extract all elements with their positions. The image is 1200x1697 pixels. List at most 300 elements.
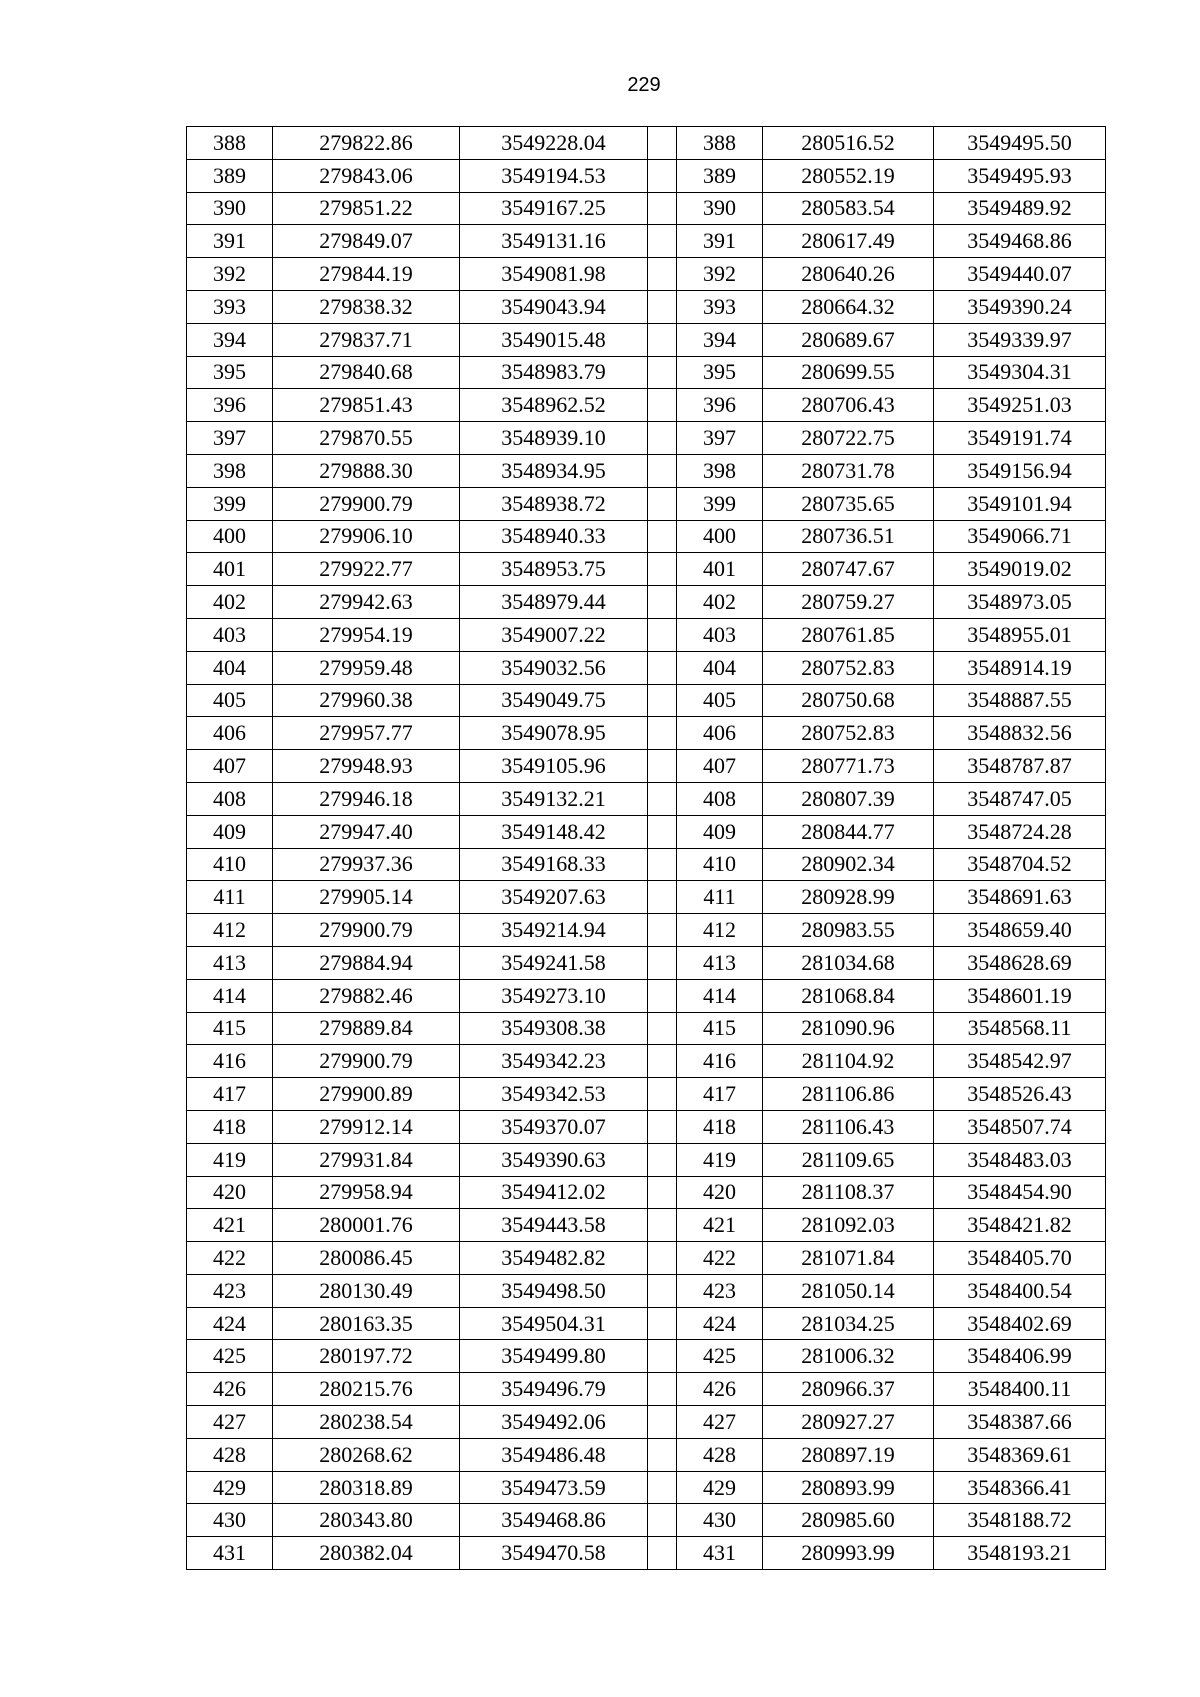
table-row xyxy=(187,782,1106,815)
right-point-id-cell: 426 xyxy=(677,1373,763,1406)
left-y-coordinate-cell: 3549228.04 xyxy=(460,127,648,160)
table-row xyxy=(187,356,1106,389)
right-y-coordinate-cell: 3548405.70 xyxy=(934,1242,1106,1275)
right-y-coordinate-cell: 3548188.72 xyxy=(934,1504,1106,1537)
right-point-id-cell: 396 xyxy=(677,389,763,422)
table-row xyxy=(187,1045,1106,1078)
right-y-coordinate-cell: 3548955.01 xyxy=(934,618,1106,651)
left-point-id-cell: 390 xyxy=(187,192,273,225)
right-point-id-cell: 424 xyxy=(677,1307,763,1340)
separator-cell xyxy=(648,1012,677,1045)
right-y-coordinate-cell: 3548914.19 xyxy=(934,651,1106,684)
right-x-coordinate-cell: 281090.96 xyxy=(763,1012,934,1045)
right-point-id-cell: 431 xyxy=(677,1537,763,1570)
left-x-coordinate-cell: 280318.89 xyxy=(273,1471,460,1504)
left-point-id-cell: 402 xyxy=(187,586,273,619)
right-point-id-cell: 425 xyxy=(677,1340,763,1373)
right-x-coordinate-cell: 280516.52 xyxy=(763,127,934,160)
table-row xyxy=(187,1406,1106,1439)
right-y-coordinate-cell: 3548400.11 xyxy=(934,1373,1106,1406)
left-y-coordinate-cell: 3549148.42 xyxy=(460,815,648,848)
right-point-id-cell: 404 xyxy=(677,651,763,684)
left-y-coordinate-cell: 3549168.33 xyxy=(460,848,648,881)
left-x-coordinate-cell: 280215.76 xyxy=(273,1373,460,1406)
left-y-coordinate-cell: 3549370.07 xyxy=(460,1110,648,1143)
right-point-id-cell: 402 xyxy=(677,586,763,619)
separator-cell xyxy=(648,815,677,848)
left-y-coordinate-cell: 3549498.50 xyxy=(460,1274,648,1307)
separator-cell xyxy=(648,1373,677,1406)
left-point-id-cell: 419 xyxy=(187,1143,273,1176)
right-point-id-cell: 429 xyxy=(677,1471,763,1504)
left-y-coordinate-cell: 3549131.16 xyxy=(460,225,648,258)
right-point-id-cell: 428 xyxy=(677,1438,763,1471)
left-y-coordinate-cell: 3549499.80 xyxy=(460,1340,648,1373)
right-y-coordinate-cell: 3548483.03 xyxy=(934,1143,1106,1176)
left-y-coordinate-cell: 3549482.82 xyxy=(460,1242,648,1275)
left-x-coordinate-cell: 280343.80 xyxy=(273,1504,460,1537)
separator-cell xyxy=(648,1340,677,1373)
right-x-coordinate-cell: 280985.60 xyxy=(763,1504,934,1537)
right-x-coordinate-cell: 280844.77 xyxy=(763,815,934,848)
left-x-coordinate-cell: 280001.76 xyxy=(273,1209,460,1242)
separator-cell xyxy=(648,422,677,455)
right-point-id-cell: 393 xyxy=(677,290,763,323)
left-x-coordinate-cell: 279900.79 xyxy=(273,487,460,520)
left-y-coordinate-cell: 3548938.72 xyxy=(460,487,648,520)
left-point-id-cell: 412 xyxy=(187,914,273,947)
table-row xyxy=(187,618,1106,651)
left-x-coordinate-cell: 279960.38 xyxy=(273,684,460,717)
left-point-id-cell: 400 xyxy=(187,520,273,553)
separator-cell xyxy=(648,159,677,192)
left-x-coordinate-cell: 279905.14 xyxy=(273,881,460,914)
left-y-coordinate-cell: 3548934.95 xyxy=(460,454,648,487)
right-x-coordinate-cell: 280736.51 xyxy=(763,520,934,553)
right-point-id-cell: 411 xyxy=(677,881,763,914)
left-x-coordinate-cell: 280238.54 xyxy=(273,1406,460,1439)
right-x-coordinate-cell: 280689.67 xyxy=(763,323,934,356)
left-point-id-cell: 417 xyxy=(187,1078,273,1111)
table-row xyxy=(187,1078,1106,1111)
right-x-coordinate-cell: 280893.99 xyxy=(763,1471,934,1504)
left-x-coordinate-cell: 279900.89 xyxy=(273,1078,460,1111)
left-x-coordinate-cell: 279851.22 xyxy=(273,192,460,225)
left-x-coordinate-cell: 279900.79 xyxy=(273,914,460,947)
right-x-coordinate-cell: 281109.65 xyxy=(763,1143,934,1176)
left-point-id-cell: 404 xyxy=(187,651,273,684)
right-point-id-cell: 408 xyxy=(677,782,763,815)
right-y-coordinate-cell: 3549191.74 xyxy=(934,422,1106,455)
left-x-coordinate-cell: 279822.86 xyxy=(273,127,460,160)
separator-cell xyxy=(648,1078,677,1111)
table-row xyxy=(187,454,1106,487)
left-y-coordinate-cell: 3549342.23 xyxy=(460,1045,648,1078)
table-row xyxy=(187,1340,1106,1373)
table-row xyxy=(187,422,1106,455)
left-point-id-cell: 422 xyxy=(187,1242,273,1275)
left-point-id-cell: 407 xyxy=(187,750,273,783)
right-x-coordinate-cell: 281104.92 xyxy=(763,1045,934,1078)
left-y-coordinate-cell: 3549468.86 xyxy=(460,1504,648,1537)
left-x-coordinate-cell: 279870.55 xyxy=(273,422,460,455)
right-y-coordinate-cell: 3549468.86 xyxy=(934,225,1106,258)
left-x-coordinate-cell: 280130.49 xyxy=(273,1274,460,1307)
left-y-coordinate-cell: 3549273.10 xyxy=(460,979,648,1012)
right-y-coordinate-cell: 3549495.93 xyxy=(934,159,1106,192)
left-x-coordinate-cell: 279957.77 xyxy=(273,717,460,750)
right-point-id-cell: 405 xyxy=(677,684,763,717)
right-y-coordinate-cell: 3549440.07 xyxy=(934,258,1106,291)
separator-cell xyxy=(648,782,677,815)
table-row xyxy=(187,553,1106,586)
table-row xyxy=(187,389,1106,422)
right-x-coordinate-cell: 280928.99 xyxy=(763,881,934,914)
right-x-coordinate-cell: 280706.43 xyxy=(763,389,934,422)
left-x-coordinate-cell: 279884.94 xyxy=(273,946,460,979)
right-x-coordinate-cell: 280583.54 xyxy=(763,192,934,225)
right-y-coordinate-cell: 3549019.02 xyxy=(934,553,1106,586)
right-y-coordinate-cell: 3548691.63 xyxy=(934,881,1106,914)
left-point-id-cell: 424 xyxy=(187,1307,273,1340)
left-point-id-cell: 397 xyxy=(187,422,273,455)
right-x-coordinate-cell: 281006.32 xyxy=(763,1340,934,1373)
right-y-coordinate-cell: 3549304.31 xyxy=(934,356,1106,389)
right-y-coordinate-cell: 3548704.52 xyxy=(934,848,1106,881)
right-x-coordinate-cell: 280983.55 xyxy=(763,914,934,947)
right-point-id-cell: 410 xyxy=(677,848,763,881)
right-x-coordinate-cell: 280927.27 xyxy=(763,1406,934,1439)
right-x-coordinate-cell: 280807.39 xyxy=(763,782,934,815)
table-row xyxy=(187,586,1106,619)
left-point-id-cell: 426 xyxy=(187,1373,273,1406)
right-x-coordinate-cell: 280617.49 xyxy=(763,225,934,258)
left-point-id-cell: 410 xyxy=(187,848,273,881)
right-x-coordinate-cell: 280993.99 xyxy=(763,1537,934,1570)
right-y-coordinate-cell: 3548601.19 xyxy=(934,979,1106,1012)
table-row xyxy=(187,750,1106,783)
right-point-id-cell: 397 xyxy=(677,422,763,455)
left-x-coordinate-cell: 279843.06 xyxy=(273,159,460,192)
left-y-coordinate-cell: 3549015.48 xyxy=(460,323,648,356)
right-point-id-cell: 412 xyxy=(677,914,763,947)
left-x-coordinate-cell: 279912.14 xyxy=(273,1110,460,1143)
table-row xyxy=(187,323,1106,356)
separator-cell xyxy=(648,520,677,553)
right-y-coordinate-cell: 3548568.11 xyxy=(934,1012,1106,1045)
separator-cell xyxy=(648,389,677,422)
table-row xyxy=(187,815,1106,848)
right-y-coordinate-cell: 3548973.05 xyxy=(934,586,1106,619)
left-y-coordinate-cell: 3549132.21 xyxy=(460,782,648,815)
right-x-coordinate-cell: 281106.86 xyxy=(763,1078,934,1111)
left-x-coordinate-cell: 279942.63 xyxy=(273,586,460,619)
right-x-coordinate-cell: 281071.84 xyxy=(763,1242,934,1275)
left-y-coordinate-cell: 3549443.58 xyxy=(460,1209,648,1242)
left-point-id-cell: 423 xyxy=(187,1274,273,1307)
left-point-id-cell: 415 xyxy=(187,1012,273,1045)
separator-cell xyxy=(648,881,677,914)
left-y-coordinate-cell: 3549194.53 xyxy=(460,159,648,192)
left-y-coordinate-cell: 3549167.25 xyxy=(460,192,648,225)
right-y-coordinate-cell: 3548406.99 xyxy=(934,1340,1106,1373)
right-point-id-cell: 407 xyxy=(677,750,763,783)
right-point-id-cell: 406 xyxy=(677,717,763,750)
left-y-coordinate-cell: 3549342.53 xyxy=(460,1078,648,1111)
right-point-id-cell: 401 xyxy=(677,553,763,586)
separator-cell xyxy=(648,454,677,487)
separator-cell xyxy=(648,651,677,684)
left-x-coordinate-cell: 279838.32 xyxy=(273,290,460,323)
left-x-coordinate-cell: 279882.46 xyxy=(273,979,460,1012)
table-row xyxy=(187,1307,1106,1340)
separator-cell xyxy=(648,1176,677,1209)
right-point-id-cell: 415 xyxy=(677,1012,763,1045)
right-point-id-cell: 420 xyxy=(677,1176,763,1209)
left-point-id-cell: 393 xyxy=(187,290,273,323)
table-row xyxy=(187,127,1106,160)
left-point-id-cell: 405 xyxy=(187,684,273,717)
left-point-id-cell: 389 xyxy=(187,159,273,192)
left-point-id-cell: 409 xyxy=(187,815,273,848)
separator-cell xyxy=(648,1504,677,1537)
left-point-id-cell: 413 xyxy=(187,946,273,979)
right-y-coordinate-cell: 3548387.66 xyxy=(934,1406,1106,1439)
right-point-id-cell: 409 xyxy=(677,815,763,848)
left-x-coordinate-cell: 279888.30 xyxy=(273,454,460,487)
left-y-coordinate-cell: 3548979.44 xyxy=(460,586,648,619)
table-row xyxy=(187,651,1106,684)
table-row xyxy=(187,684,1106,717)
right-point-id-cell: 400 xyxy=(677,520,763,553)
separator-cell xyxy=(648,1110,677,1143)
table-row xyxy=(187,881,1106,914)
separator-cell xyxy=(648,750,677,783)
right-point-id-cell: 390 xyxy=(677,192,763,225)
separator-cell xyxy=(648,586,677,619)
right-x-coordinate-cell: 281108.37 xyxy=(763,1176,934,1209)
separator-cell xyxy=(648,356,677,389)
separator-cell xyxy=(648,848,677,881)
right-x-coordinate-cell: 280747.67 xyxy=(763,553,934,586)
right-y-coordinate-cell: 3549339.97 xyxy=(934,323,1106,356)
right-point-id-cell: 395 xyxy=(677,356,763,389)
separator-cell xyxy=(648,914,677,947)
left-y-coordinate-cell: 3549241.58 xyxy=(460,946,648,979)
right-x-coordinate-cell: 281034.68 xyxy=(763,946,934,979)
table-row xyxy=(187,1242,1106,1275)
right-x-coordinate-cell: 280752.83 xyxy=(763,651,934,684)
separator-cell xyxy=(648,127,677,160)
right-y-coordinate-cell: 3548724.28 xyxy=(934,815,1106,848)
separator-cell xyxy=(648,979,677,1012)
right-y-coordinate-cell: 3548369.61 xyxy=(934,1438,1106,1471)
right-x-coordinate-cell: 280902.34 xyxy=(763,848,934,881)
right-x-coordinate-cell: 280759.27 xyxy=(763,586,934,619)
left-x-coordinate-cell: 279958.94 xyxy=(273,1176,460,1209)
left-x-coordinate-cell: 280086.45 xyxy=(273,1242,460,1275)
right-y-coordinate-cell: 3548507.74 xyxy=(934,1110,1106,1143)
left-x-coordinate-cell: 279851.43 xyxy=(273,389,460,422)
separator-cell xyxy=(648,1045,677,1078)
right-x-coordinate-cell: 280735.65 xyxy=(763,487,934,520)
left-y-coordinate-cell: 3549007.22 xyxy=(460,618,648,651)
left-point-id-cell: 388 xyxy=(187,127,273,160)
left-y-coordinate-cell: 3549390.63 xyxy=(460,1143,648,1176)
right-x-coordinate-cell: 280966.37 xyxy=(763,1373,934,1406)
left-x-coordinate-cell: 280197.72 xyxy=(273,1340,460,1373)
left-x-coordinate-cell: 279954.19 xyxy=(273,618,460,651)
table-row xyxy=(187,1438,1106,1471)
left-point-id-cell: 394 xyxy=(187,323,273,356)
separator-cell xyxy=(648,1242,677,1275)
left-point-id-cell: 421 xyxy=(187,1209,273,1242)
right-x-coordinate-cell: 280771.73 xyxy=(763,750,934,783)
right-y-coordinate-cell: 3548193.21 xyxy=(934,1537,1106,1570)
table-row xyxy=(187,946,1106,979)
left-y-coordinate-cell: 3549105.96 xyxy=(460,750,648,783)
separator-cell xyxy=(648,258,677,291)
separator-cell xyxy=(648,1274,677,1307)
left-y-coordinate-cell: 3548962.52 xyxy=(460,389,648,422)
left-x-coordinate-cell: 279837.71 xyxy=(273,323,460,356)
left-x-coordinate-cell: 279948.93 xyxy=(273,750,460,783)
left-y-coordinate-cell: 3548953.75 xyxy=(460,553,648,586)
separator-cell xyxy=(648,323,677,356)
left-x-coordinate-cell: 279906.10 xyxy=(273,520,460,553)
right-y-coordinate-cell: 3548659.40 xyxy=(934,914,1106,947)
left-point-id-cell: 401 xyxy=(187,553,273,586)
table-row xyxy=(187,914,1106,947)
right-y-coordinate-cell: 3548402.69 xyxy=(934,1307,1106,1340)
table-row xyxy=(187,192,1106,225)
table-row xyxy=(187,225,1106,258)
table-row xyxy=(187,848,1106,881)
right-point-id-cell: 399 xyxy=(677,487,763,520)
left-point-id-cell: 430 xyxy=(187,1504,273,1537)
right-point-id-cell: 419 xyxy=(677,1143,763,1176)
right-y-coordinate-cell: 3548542.97 xyxy=(934,1045,1106,1078)
left-x-coordinate-cell: 279849.07 xyxy=(273,225,460,258)
right-x-coordinate-cell: 280640.26 xyxy=(763,258,934,291)
left-point-id-cell: 416 xyxy=(187,1045,273,1078)
right-x-coordinate-cell: 281050.14 xyxy=(763,1274,934,1307)
right-x-coordinate-cell: 281034.25 xyxy=(763,1307,934,1340)
left-y-coordinate-cell: 3549486.48 xyxy=(460,1438,648,1471)
right-y-coordinate-cell: 3548526.43 xyxy=(934,1078,1106,1111)
right-x-coordinate-cell: 281068.84 xyxy=(763,979,934,1012)
separator-cell xyxy=(648,487,677,520)
left-point-id-cell: 403 xyxy=(187,618,273,651)
right-y-coordinate-cell: 3549489.92 xyxy=(934,192,1106,225)
separator-cell xyxy=(648,1406,677,1439)
table-row xyxy=(187,520,1106,553)
separator-cell xyxy=(648,946,677,979)
right-y-coordinate-cell: 3548887.55 xyxy=(934,684,1106,717)
separator-cell xyxy=(648,684,677,717)
left-x-coordinate-cell: 279946.18 xyxy=(273,782,460,815)
right-x-coordinate-cell: 280897.19 xyxy=(763,1438,934,1471)
left-x-coordinate-cell: 279959.48 xyxy=(273,651,460,684)
right-y-coordinate-cell: 3548421.82 xyxy=(934,1209,1106,1242)
table-row xyxy=(187,290,1106,323)
right-point-id-cell: 403 xyxy=(677,618,763,651)
left-x-coordinate-cell: 280382.04 xyxy=(273,1537,460,1570)
left-x-coordinate-cell: 279931.84 xyxy=(273,1143,460,1176)
table-row xyxy=(187,1209,1106,1242)
left-y-coordinate-cell: 3549308.38 xyxy=(460,1012,648,1045)
table-row xyxy=(187,1110,1106,1143)
right-point-id-cell: 418 xyxy=(677,1110,763,1143)
right-y-coordinate-cell: 3548366.41 xyxy=(934,1471,1106,1504)
right-x-coordinate-cell: 280722.75 xyxy=(763,422,934,455)
left-y-coordinate-cell: 3549492.06 xyxy=(460,1406,648,1439)
table-row xyxy=(187,1274,1106,1307)
left-y-coordinate-cell: 3548939.10 xyxy=(460,422,648,455)
left-y-coordinate-cell: 3549207.63 xyxy=(460,881,648,914)
right-x-coordinate-cell: 280699.55 xyxy=(763,356,934,389)
left-point-id-cell: 406 xyxy=(187,717,273,750)
right-y-coordinate-cell: 3548832.56 xyxy=(934,717,1106,750)
right-y-coordinate-cell: 3548787.87 xyxy=(934,750,1106,783)
left-point-id-cell: 391 xyxy=(187,225,273,258)
left-y-coordinate-cell: 3549049.75 xyxy=(460,684,648,717)
left-x-coordinate-cell: 279900.79 xyxy=(273,1045,460,1078)
left-point-id-cell: 429 xyxy=(187,1471,273,1504)
left-point-id-cell: 427 xyxy=(187,1406,273,1439)
table-row xyxy=(187,487,1106,520)
table-row xyxy=(187,1537,1106,1570)
left-x-coordinate-cell: 279922.77 xyxy=(273,553,460,586)
right-point-id-cell: 391 xyxy=(677,225,763,258)
coordinates-table-body xyxy=(187,127,1106,1570)
right-x-coordinate-cell: 280761.85 xyxy=(763,618,934,651)
right-x-coordinate-cell: 280750.68 xyxy=(763,684,934,717)
left-x-coordinate-cell: 279840.68 xyxy=(273,356,460,389)
separator-cell xyxy=(648,1209,677,1242)
right-point-id-cell: 422 xyxy=(677,1242,763,1275)
left-point-id-cell: 428 xyxy=(187,1438,273,1471)
right-point-id-cell: 388 xyxy=(677,127,763,160)
separator-cell xyxy=(648,1438,677,1471)
left-point-id-cell: 396 xyxy=(187,389,273,422)
left-y-coordinate-cell: 3549078.95 xyxy=(460,717,648,750)
left-y-coordinate-cell: 3549504.31 xyxy=(460,1307,648,1340)
right-y-coordinate-cell: 3549251.03 xyxy=(934,389,1106,422)
separator-cell xyxy=(648,1471,677,1504)
left-point-id-cell: 395 xyxy=(187,356,273,389)
separator-cell xyxy=(648,717,677,750)
left-x-coordinate-cell: 279889.84 xyxy=(273,1012,460,1045)
table-row xyxy=(187,979,1106,1012)
left-x-coordinate-cell: 280163.35 xyxy=(273,1307,460,1340)
separator-cell xyxy=(648,1307,677,1340)
left-point-id-cell: 398 xyxy=(187,454,273,487)
table-row xyxy=(187,1012,1106,1045)
left-y-coordinate-cell: 3549081.98 xyxy=(460,258,648,291)
right-point-id-cell: 430 xyxy=(677,1504,763,1537)
right-y-coordinate-cell: 3548628.69 xyxy=(934,946,1106,979)
left-point-id-cell: 425 xyxy=(187,1340,273,1373)
left-point-id-cell: 420 xyxy=(187,1176,273,1209)
coordinates-table xyxy=(186,126,1106,1570)
left-point-id-cell: 431 xyxy=(187,1537,273,1570)
table-row xyxy=(187,1143,1106,1176)
table-row xyxy=(187,717,1106,750)
separator-cell xyxy=(648,553,677,586)
table-row xyxy=(187,1373,1106,1406)
left-point-id-cell: 411 xyxy=(187,881,273,914)
